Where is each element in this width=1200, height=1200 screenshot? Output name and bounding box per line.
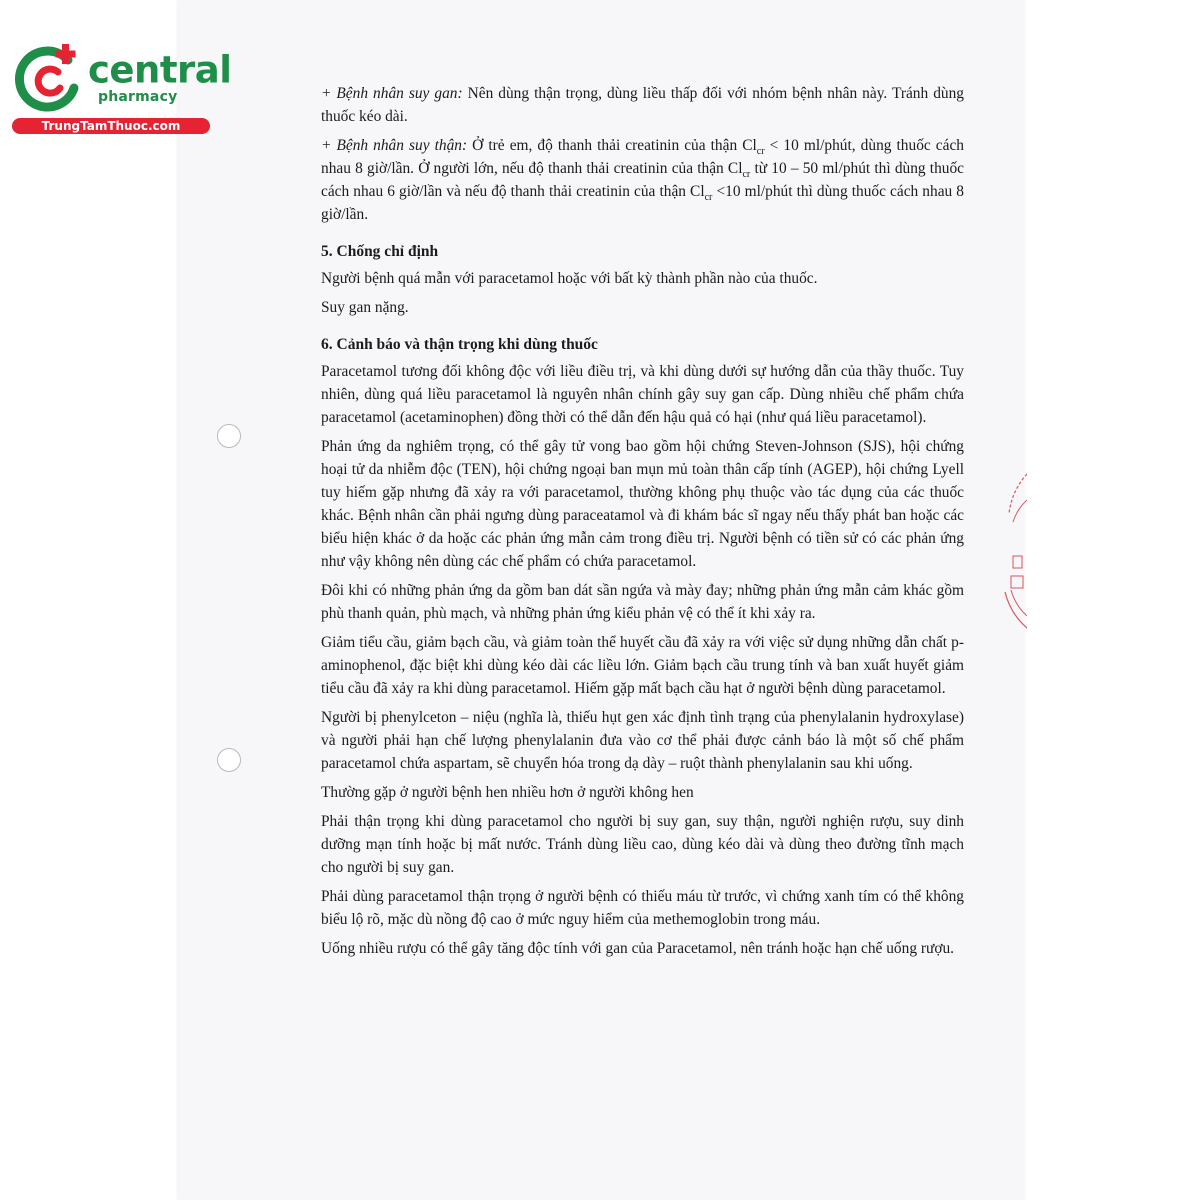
kidney-impairment-paragraph	[321, 134, 964, 226]
contraindication-paragraph: Người bệnh quá mẫn với paracetamol hoặc với bất kỳ thành phần nào của thuốc.	[321, 270, 818, 287]
binder-hole	[217, 424, 241, 448]
warning-paragraph: Phản ứng da nghiêm trọng, có thể gây tử vong bao gồm hội chứng Steven-Johnson (SJS), hội chứng hoại tử da nhiễm độc (TEN), hội chứng ngoại ban mụn mủ toàn thân cấp tính (AGEP), hội chứng Lyell tuy hiếm gặp nhưng đã xảy ra với paracetamol, thường không phụ thuộc vào tác dụng của các thuốc khác. Bệnh nhân cần phải ngưng dùng paraceatamol và đi khám bác sĩ ngay nếu thấy phát ban hoặc các biểu hiện khác ở da hoặc các phản ứng mẫn cảm trong điều trị. Người bệnh có tiền sử có các phản ứng như vậy không nên dùng các chế phẩm có chứa paracetamol.	[321, 438, 964, 570]
liver-impairment-paragraph	[321, 82, 964, 128]
logo-brand-name: central	[88, 48, 232, 92]
warning-paragraph: Phải dùng paracetamol thận trọng ở người bệnh có thiếu máu từ trước, vì chứng xanh tím có thể không biểu lộ rõ, mặc dù nồng độ cao ở mức nguy hiểm của methemoglobin trong máu.	[321, 888, 964, 928]
logo-subtitle: pharmacy	[98, 89, 178, 105]
liver-impairment-label: + Bệnh nhân suy gan:	[321, 85, 463, 102]
document-body	[321, 82, 964, 966]
warning-paragraph: Thường gặp ở người bệnh hen nhiều hơn ở người không hen	[321, 784, 694, 801]
logo-website: TrungTamThuoc.com	[12, 118, 210, 134]
cr-subscript: cr	[756, 146, 765, 158]
cr-subscript: cr	[704, 192, 713, 204]
kidney-impairment-label: + Bệnh nhân suy thận:	[321, 137, 468, 154]
warning-paragraph: Phải thận trọng khi dùng paracetamol cho người bị suy gan, suy thận, người nghiện rượu, suy dinh dưỡng mạn tính hoặc bị mất nước. Tránh dùng liều cao, dùng kéo dài và dùng theo đường tĩnh mạch cho người bị suy gan.	[321, 813, 964, 876]
section-6-heading: 6. Cảnh báo và thận trọng khi dùng thuốc	[321, 336, 598, 353]
kidney-text-part: từ 10 – 50 ml/phút thì dùng thuốc cách nhau 6 giờ/lần và nếu độ thanh thải creatinin của thận Cl	[321, 160, 964, 200]
warning-paragraph: Người bị phenylceton – niệu (nghĩa là, thiếu hụt gen xác định tình trạng của phenylalanin hydroxylase) và người phải hạn chế lượng phenylalanin đưa vào cơ thể phải được cảnh báo là một số chế phẩm paracetamol chứa aspartam, sẽ chuyển hóa trong dạ dày – ruột thành phenylalanin sau khi uống.	[321, 709, 964, 772]
pharmacy-logo-icon	[10, 38, 90, 118]
kidney-text-part: <10 ml/phút thì dùng thuốc cách nhau 8 giờ/lần.	[321, 183, 964, 223]
central-pharmacy-logo	[10, 38, 232, 138]
kidney-text-part: < 10 ml/phút, dùng thuốc cách nhau 8 giờ/lần. Ở người lớn, nếu độ thanh thải creatinin của thận Cl	[321, 137, 964, 177]
warning-paragraph: Giảm tiểu cầu, giảm bạch cầu, và giảm toàn thể huyết cầu đã xảy ra với việc sử dụng những dẫn chất p-aminophenol, đặc biệt khi dùng kéo dài các liều lớn. Giảm bạch cầu trung tính và ban xuất huyết giảm tiểu cầu đã xảy ra khi dùng paracetamol. Hiếm gặp mất bạch cầu hạt ở người bệnh dùng paracetamol.	[321, 634, 964, 697]
warning-paragraph: Uống nhiều rượu có thể gây tăng độc tính với gan của Paracetamol, nên tránh hoặc hạn chế uống rượu.	[321, 940, 955, 957]
contraindication-paragraph: Suy gan nặng.	[321, 299, 409, 316]
cr-subscript: cr	[742, 169, 751, 181]
kidney-text-part: Ở trẻ em, độ thanh thải creatinin của thận Cl	[467, 137, 757, 154]
binder-hole	[217, 748, 241, 772]
section-5-heading: 5. Chống chỉ định	[321, 243, 439, 260]
liver-impairment-text: Nên dùng thận trọng, dùng liều thấp đối với nhóm bệnh nhân này. Tránh dùng thuốc kéo dài.	[321, 85, 964, 125]
red-stamp-fragment	[1003, 470, 1027, 635]
warning-paragraph: Paracetamol tương đối không độc với liều điều trị, và khi dùng dưới sự hướng dẫn của thầy thuốc. Tuy nhiên, dùng quá liều paracetamol là nguyên nhân chính gây suy gan cấp. Dùng nhiều chế phẩm chứa paracetamol (acetaminophen) đồng thời có thể dẫn đến hậu quả có hại (như quá liều paracetamol).	[321, 363, 964, 426]
warning-paragraph: Đôi khi có những phản ứng da gồm ban dát sần ngứa và mày đay; những phản ứng mẫn cảm khác gồm phù thanh quản, phù mạch, và những phản ứng kiểu phản vệ có thể ít khi xảy ra.	[321, 582, 964, 622]
